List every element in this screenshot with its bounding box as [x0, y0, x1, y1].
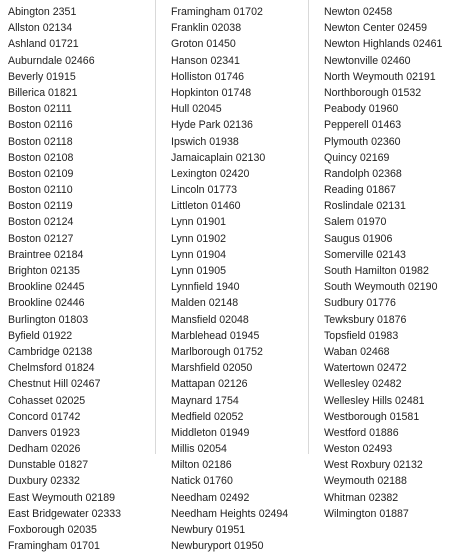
town-zip-entry: Roslindale 02131: [324, 200, 406, 213]
town-zip-entry: Braintree 02184: [8, 248, 84, 261]
town-zip-entry: Concord 01742: [8, 410, 81, 423]
town-zip-entry: Brookline 02446: [8, 297, 85, 310]
town-zip-entry: South Hamilton 01982: [324, 265, 429, 277]
town-zip-entry: Franklin 02038: [171, 22, 242, 35]
town-zip-entry: Watertown 02472: [324, 362, 407, 375]
town-zip-entry: Auburndale 02466: [8, 54, 95, 67]
town-zip-entry: Wellesley Hills 02481: [324, 394, 425, 407]
town-zip-entry: Dedham 02026: [8, 443, 81, 456]
town-list: [156, 0, 308, 554]
town-zip-entry: Hopkinton 01748: [171, 86, 252, 99]
town-zip-entry: Quincy 02169: [324, 151, 390, 164]
town-zip-entry: Brighton 02135: [8, 265, 80, 277]
town-zip-entry: Byfield 01922: [8, 329, 73, 342]
town-zip-entry: Middleton 01949: [171, 426, 250, 439]
town-zip-entry: Boston 02116: [8, 119, 73, 132]
town-zip-entry: Lynn 01901: [171, 216, 226, 229]
town-zip-entry: Ashland 01721: [8, 38, 79, 51]
town-zip-entry: Milton 02186: [171, 459, 232, 472]
town-zip-entry: Chestnut Hill 02467: [8, 378, 101, 391]
town-zip-entry: Lincoln 01773: [171, 184, 237, 197]
town-zip-entry: South Weymouth 02190: [324, 281, 438, 294]
town-zip-entry: Newbury 01951: [171, 524, 246, 536]
town-zip-entry: Hull 02045: [171, 103, 222, 116]
town-zip-entry: Northborough 01532: [324, 86, 422, 99]
town-zip-entry: East Bridgewater 02333: [8, 507, 122, 520]
town-zip-entry: Ipswich 01938: [171, 135, 239, 148]
town-zip-entry: Westford 01886: [324, 426, 399, 439]
town-zip-entry: Littleton 01460: [171, 200, 241, 213]
town-zip-entry: Newton Highlands 02461: [324, 38, 443, 51]
town-zip-entry: Boston 02111: [8, 103, 72, 116]
town-zip-entry: Abington 2351: [8, 6, 77, 18]
town-zip-entry: Boston 02124: [8, 216, 74, 229]
town-zip-entry: Danvers 01923: [8, 426, 80, 439]
town-zip-entry: Topsfield 01983: [324, 329, 399, 342]
town-zip-entry: Hanson 02341: [171, 54, 240, 67]
town-zip-entry: Jamaicaplain 02130: [171, 151, 266, 164]
town-zip-entry: Boston 02110: [8, 184, 73, 197]
town-zip-entry: Randolph 02368: [324, 167, 402, 180]
town-zip-entry: Wellesley 02482: [324, 378, 402, 391]
town-zip-entry: Boston 02118: [8, 135, 73, 148]
town-zip-entry: Marlborough 01752: [171, 345, 263, 358]
town-zip-entry: Needham 02492: [171, 491, 250, 504]
town-zip-entry: Brookline 02445: [8, 281, 85, 294]
town-list: [0, 0, 155, 554]
town-zip-entry: Lynnfield 1940: [171, 281, 240, 294]
town-zip-entry: Lynn 01905: [171, 265, 226, 277]
town-zip-entry: Mattapan 02126: [171, 378, 248, 391]
town-zip-entry: Hyde Park 02136: [171, 119, 253, 132]
town-zip-entry: Somerville 02143: [324, 248, 406, 261]
town-zip-entry: Dunstable 01827: [8, 459, 89, 472]
town-zip-entry: Billerica 01821: [8, 86, 78, 99]
town-zip-entry: Holliston 01746: [171, 70, 245, 83]
town-zip-entry: Mansfield 02048: [171, 313, 249, 326]
town-zip-entry: Plymouth 02360: [324, 135, 401, 148]
town-zip-entry: Groton 01450: [171, 38, 236, 51]
town-zip-entry: Newton Center 02459: [324, 22, 428, 35]
town-zip-entry: Lynn 01902: [171, 232, 226, 245]
town-zip-entry: Chelmsford 01824: [8, 362, 95, 375]
town-zip-entry: Salem 01970: [324, 216, 387, 229]
town-zip-entry: Boston 02108: [8, 151, 74, 164]
town-list: [309, 0, 450, 522]
town-zip-entry: Pepperell 01463: [324, 119, 402, 132]
town-zip-entry: Millis 02054: [171, 443, 227, 456]
town-zip-entry: Burlington 01803: [8, 313, 89, 326]
town-zip-entry: Westborough 01581: [324, 410, 420, 423]
town-zip-entry: North Weymouth 02191: [324, 70, 436, 83]
town-zip-entry: Framingham 01701: [8, 540, 100, 553]
town-zip-entry: Whitman 02382: [324, 491, 399, 504]
town-zip-entry: Newtonville 02460: [324, 54, 411, 67]
town-zip-entry: East Weymouth 02189: [8, 491, 115, 504]
town-zip-entry: West Roxbury 02132: [324, 459, 423, 472]
town-zip-entry: Boston 02119: [8, 200, 73, 213]
town-zip-entry: Wilmington 01887: [324, 507, 409, 520]
town-zip-entry: Cohasset 02025: [8, 394, 86, 407]
column-2: [155, 0, 308, 553]
town-zip-entry: Lynn 01904: [171, 248, 226, 261]
town-zip-entry: Natick 01760: [171, 475, 233, 488]
town-zip-entry: Newburyport 01950: [171, 540, 264, 553]
town-zip-entry: Reading 01867: [324, 184, 396, 197]
town-zip-entry: Boston 02127: [8, 232, 74, 245]
town-zip-entry: Malden 02148: [171, 297, 239, 310]
town-zip-entry: Waban 02468: [324, 345, 390, 358]
town-zip-entry: Marblehead 01945: [171, 329, 260, 342]
town-zip-entry: Weston 02493: [324, 443, 393, 456]
town-zip-entry: Weymouth 02188: [324, 475, 407, 488]
town-zip-entry: Beverly 01915: [8, 70, 76, 83]
column-1: [0, 0, 155, 553]
town-zip-entry: Medfield 02052: [171, 410, 244, 423]
town-zip-entry: Allston 02134: [8, 22, 73, 35]
town-zip-entry: Maynard 1754: [171, 394, 239, 407]
town-zip-entry: Foxborough 02035: [8, 524, 97, 536]
town-zip-entry: Cambridge 02138: [8, 345, 93, 358]
town-zip-entry: Boston 02109: [8, 167, 74, 180]
town-zip-entry: Tewksbury 01876: [324, 313, 407, 326]
town-zip-entry: Needham Heights 02494: [171, 507, 289, 520]
town-zip-entry: Newton 02458: [324, 6, 393, 18]
town-zip-entry: Peabody 01960: [324, 103, 399, 116]
town-zip-entry: Framingham 01702: [171, 6, 263, 18]
column-3: [308, 0, 450, 520]
town-zip-entry: Saugus 01906: [324, 232, 393, 245]
town-zip-entry: Lexington 02420: [171, 167, 250, 180]
town-zip-entry: Sudbury 01776: [324, 297, 396, 310]
town-zip-entry: Marshfield 02050: [171, 362, 253, 375]
town-zip-entry: Duxbury 02332: [8, 475, 80, 488]
